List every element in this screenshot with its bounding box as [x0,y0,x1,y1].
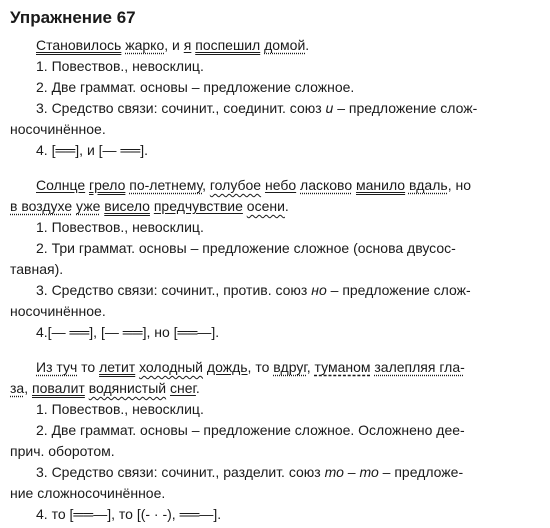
predicate: повалит [32,380,85,396]
scheme-line: 4.[— ══], [— ══], но [══—]. [36,324,220,340]
object: туманом [314,359,371,375]
analysis-line-2: 2. Три граммат. основы – предложение сложное (основа двусос- [36,240,456,256]
predicate: висело [104,198,150,214]
analysis-line-3-cont: ние сложносочинённое. [10,485,166,501]
sentence-3: Из туч то летит холодный дождь, то вдруг, туманом залепляя гла- [36,359,465,375]
subject: дождь [206,359,248,375]
subject: я [183,37,192,53]
analysis-line-1: 1. Повествов., невосклиц. [36,219,204,235]
adverbial: уже [76,198,101,214]
adverbial: за [10,380,25,396]
analysis-line-3: 3. Средство связи: сочинит., разделит. союз то – то – предложе- [36,464,464,480]
scheme-line: 4. то [══—], то [(- · -), ══—]. [36,506,222,522]
subject: предчувствие [153,198,243,214]
sentence-3-cont: за, повалит водянистый снег. [10,380,200,396]
attribute: холодный [139,359,204,375]
subject: снег [169,380,196,396]
predicate: поспешил [195,37,261,53]
analysis-line-3-cont: носочинённое. [10,303,106,319]
analysis-block-2 [10,175,542,343]
sentence-1: Становилось жарко, и я поспешил домой. [36,37,310,53]
analysis-block-3 [10,357,542,525]
adverbial: по-летнему [129,177,203,193]
analysis-line-1: 1. Повествов., невосклиц. [36,401,204,417]
attribute: голубое [209,177,262,193]
subject: Солнце [36,177,86,193]
exercise-title: Упражнение 67 [10,8,136,27]
analysis-line-3-cont: носочинённое. [10,121,106,137]
predicate: грело [89,177,126,193]
analysis-line-2-cont: тавная). [10,261,64,277]
predicate: Становилось [36,37,122,53]
attribute: водянистый [88,380,167,396]
adverbial: в воздухе [10,198,73,214]
adverbial: жарко [125,37,165,53]
analysis-line-3: 3. Средство связи: сочинит., против. союз но – предложение слож- [36,282,471,298]
scheme-line: 4. [══], и [— ══]. [36,142,149,158]
attribute: осени [246,198,285,214]
adverbial: Из туч [36,359,78,375]
adverbial: ласково [300,177,353,193]
predicate: летит [99,359,136,375]
sentence-2: Солнце грело по-летнему, голубое небо ласково манило вдаль, но [36,177,471,193]
sentence-2-cont: в воздухе уже висело предчувствие осени. [10,198,289,214]
predicate: манило [356,177,406,193]
analysis-block-1 [10,35,542,161]
adverbial: вдруг [273,359,307,375]
analysis-line-2: 2. Две граммат. основы – предложение сложное. [36,79,355,95]
adverbial: вдаль [408,177,448,193]
analysis-line-3: 3. Средство связи: сочинит., соединит. союз и – предложение слож- [36,100,478,116]
adverbial: домой [264,37,306,53]
analysis-line-1: 1. Повествов., невосклиц. [36,58,204,74]
analysis-line-2: 2. Две граммат. основы – предложение сложное. Осложнено дее- [36,422,465,438]
subject: небо [264,177,297,193]
analysis-line-2-cont: прич. оборотом. [10,443,115,459]
adverbial: залепляя гла- [374,359,465,375]
